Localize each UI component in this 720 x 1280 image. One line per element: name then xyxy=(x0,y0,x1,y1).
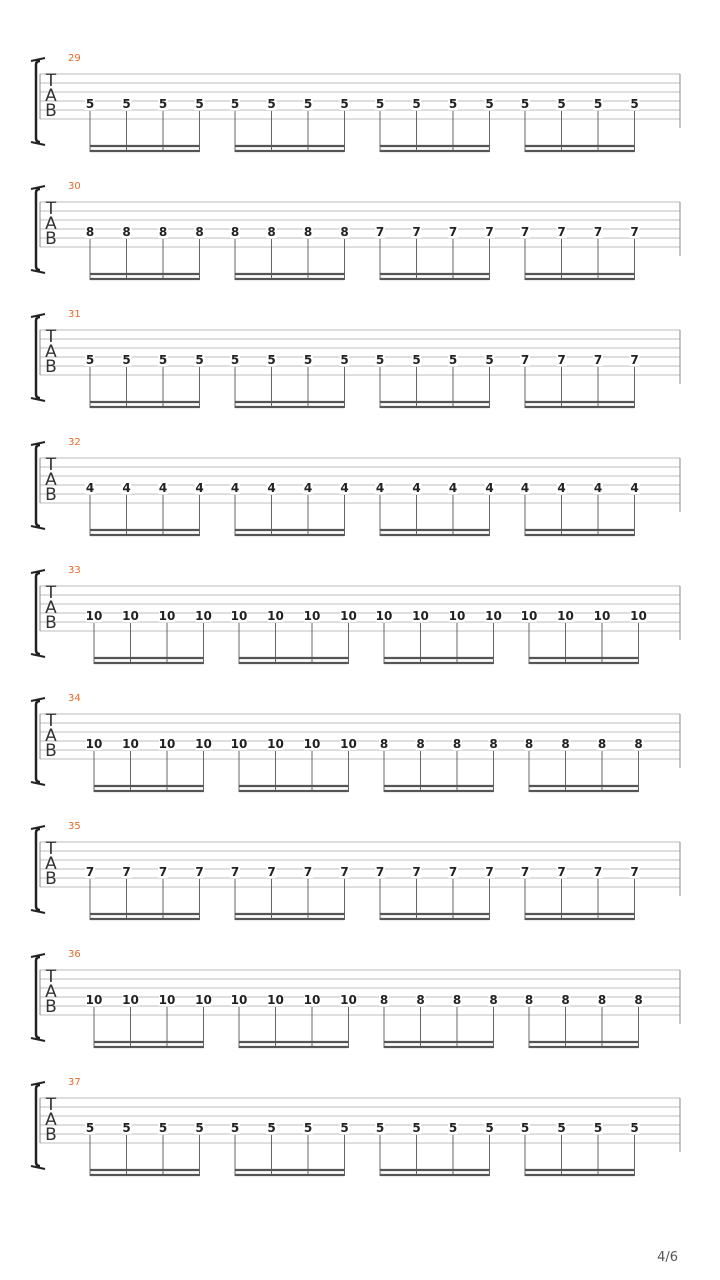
fret-number: 10 xyxy=(485,609,502,623)
tab-system-32 xyxy=(31,437,680,536)
system-bracket xyxy=(36,317,40,398)
fret-number: 4 xyxy=(375,481,385,495)
tab-system-37 xyxy=(31,1077,680,1176)
tab-clef-a: A xyxy=(45,1110,57,1130)
fret-number: 5 xyxy=(520,97,530,111)
fret-number: 8 xyxy=(195,225,204,239)
tab-clef-a: A xyxy=(45,342,57,362)
measure-number: 37 xyxy=(68,1077,81,1088)
fret-number: 5 xyxy=(448,97,458,111)
fret-number: 7 xyxy=(230,865,240,879)
fret-number: 5 xyxy=(122,353,131,367)
fret-number: 7 xyxy=(520,225,530,239)
fret-number: 5 xyxy=(158,353,168,367)
tab-clef-b: B xyxy=(45,997,57,1017)
fret-number: 5 xyxy=(158,1121,168,1135)
measure-number: 29 xyxy=(68,53,81,64)
fret-number: 10 xyxy=(448,609,466,623)
fret-number: 4 xyxy=(267,481,276,495)
fret-number: 4 xyxy=(557,481,566,495)
fret-number: 4 xyxy=(340,481,349,495)
tab-clef-t: T xyxy=(45,711,57,731)
fret-number: 8 xyxy=(561,737,570,751)
fret-number: 7 xyxy=(448,225,458,239)
tab-system-29 xyxy=(31,53,680,152)
fret-number: 5 xyxy=(593,97,603,111)
fret-number: 5 xyxy=(267,353,276,367)
fret-number: 10 xyxy=(85,993,103,1007)
fret-number: 5 xyxy=(340,353,349,367)
fret-number: 10 xyxy=(230,993,248,1007)
fret-number: 5 xyxy=(195,97,204,111)
fret-number: 7 xyxy=(593,865,603,879)
fret-number: 5 xyxy=(412,353,421,367)
tab-system-35 xyxy=(31,821,680,920)
fret-number: 5 xyxy=(557,97,566,111)
tab-clef-b: B xyxy=(45,229,57,249)
fret-number: 8 xyxy=(230,225,240,239)
fret-number: 5 xyxy=(412,97,421,111)
fret-number: 8 xyxy=(416,993,425,1007)
fret-number: 8 xyxy=(416,737,425,751)
fret-number: 5 xyxy=(195,353,204,367)
system-bracket xyxy=(36,701,40,782)
fret-number: 5 xyxy=(230,97,240,111)
tab-clef-b: B xyxy=(45,869,57,889)
fret-number: 7 xyxy=(485,225,494,239)
system-bracket xyxy=(36,61,40,142)
tab-system-36 xyxy=(31,949,680,1048)
fret-number: 7 xyxy=(303,865,313,879)
fret-number: 5 xyxy=(375,97,385,111)
tab-clef-t: T xyxy=(45,583,57,603)
system-bracket xyxy=(36,189,40,270)
fret-number: 8 xyxy=(379,737,389,751)
fret-number: 7 xyxy=(630,225,639,239)
measure-number: 36 xyxy=(68,949,81,960)
fret-number: 8 xyxy=(452,737,462,751)
tab-clef-t: T xyxy=(45,839,57,859)
fret-number: 8 xyxy=(267,225,276,239)
fret-number: 10 xyxy=(267,609,284,623)
fret-number: 8 xyxy=(489,993,498,1007)
fret-number: 7 xyxy=(630,865,639,879)
tab-clef-a: A xyxy=(45,470,57,490)
fret-number: 10 xyxy=(195,609,212,623)
tab-clef-a: A xyxy=(45,854,57,874)
fret-number: 7 xyxy=(158,865,168,879)
fret-number: 5 xyxy=(375,1121,385,1135)
measure-number: 30 xyxy=(68,181,81,192)
tab-system-31 xyxy=(31,309,680,408)
fret-number: 8 xyxy=(379,993,389,1007)
fret-number: 7 xyxy=(593,353,603,367)
tab-clef-b: B xyxy=(45,357,57,377)
fret-number: 5 xyxy=(485,97,494,111)
fret-number: 5 xyxy=(267,1121,276,1135)
fret-number: 10 xyxy=(412,609,429,623)
tab-clef-a: A xyxy=(45,214,57,234)
system-bracket xyxy=(36,957,40,1038)
tab-clef-a: A xyxy=(45,982,57,1002)
fret-number: 5 xyxy=(267,97,276,111)
fret-number: 4 xyxy=(593,481,603,495)
fret-number: 7 xyxy=(412,865,421,879)
fret-number: 10 xyxy=(158,737,176,751)
fret-number: 10 xyxy=(557,609,574,623)
system-bracket xyxy=(36,573,40,654)
fret-number: 5 xyxy=(122,1121,131,1135)
fret-number: 8 xyxy=(634,737,643,751)
tab-clef-a: A xyxy=(45,86,57,106)
fret-number: 5 xyxy=(557,1121,566,1135)
fret-number: 7 xyxy=(375,865,385,879)
fret-number: 10 xyxy=(122,609,139,623)
tab-clef-t: T xyxy=(45,71,57,91)
fret-number: 5 xyxy=(85,97,95,111)
tab-clef-b: B xyxy=(45,741,57,761)
measure-number: 34 xyxy=(68,693,81,704)
fret-number: 8 xyxy=(524,993,534,1007)
fret-number: 8 xyxy=(452,993,462,1007)
fret-number: 10 xyxy=(230,737,248,751)
fret-number: 7 xyxy=(85,865,95,879)
fret-number: 7 xyxy=(520,353,530,367)
tab-clef-b: B xyxy=(45,485,57,505)
fret-number: 10 xyxy=(303,993,321,1007)
system-bracket xyxy=(36,829,40,910)
fret-number: 7 xyxy=(520,865,530,879)
fret-number: 10 xyxy=(158,993,176,1007)
fret-number: 5 xyxy=(448,1121,458,1135)
fret-number: 10 xyxy=(340,609,357,623)
tab-clef-t: T xyxy=(45,455,57,475)
fret-number: 10 xyxy=(158,609,176,623)
fret-number: 8 xyxy=(85,225,95,239)
fret-number: 7 xyxy=(448,865,458,879)
tab-clef-t: T xyxy=(45,1095,57,1115)
measure-number: 32 xyxy=(68,437,81,448)
fret-number: 10 xyxy=(230,609,248,623)
system-bracket xyxy=(36,445,40,526)
fret-number: 10 xyxy=(303,737,321,751)
measure-number: 31 xyxy=(68,309,81,320)
tab-system-33 xyxy=(31,565,680,664)
fret-number: 10 xyxy=(195,737,212,751)
fret-number: 8 xyxy=(122,225,131,239)
tab-system-30 xyxy=(31,181,680,280)
fret-number: 7 xyxy=(557,865,566,879)
fret-number: 10 xyxy=(303,609,321,623)
fret-number: 7 xyxy=(340,865,349,879)
fret-number: 5 xyxy=(303,97,313,111)
fret-number: 10 xyxy=(520,609,538,623)
fret-number: 8 xyxy=(158,225,168,239)
fret-number: 5 xyxy=(195,1121,204,1135)
fret-number: 4 xyxy=(158,481,168,495)
system-bracket xyxy=(36,1085,40,1166)
fret-number: 5 xyxy=(375,353,385,367)
fret-number: 8 xyxy=(489,737,498,751)
fret-number: 8 xyxy=(340,225,349,239)
fret-number: 5 xyxy=(630,97,639,111)
fret-number: 10 xyxy=(85,609,103,623)
fret-number: 7 xyxy=(122,865,131,879)
fret-number: 10 xyxy=(630,609,647,623)
fret-number: 4 xyxy=(630,481,639,495)
fret-number: 5 xyxy=(448,353,458,367)
measure-number: 33 xyxy=(68,565,81,576)
fret-number: 7 xyxy=(557,353,566,367)
tab-clef-b: B xyxy=(45,101,57,121)
fret-number: 7 xyxy=(593,225,603,239)
fret-number: 7 xyxy=(630,353,639,367)
tab-clef-a: A xyxy=(45,726,57,746)
fret-number: 5 xyxy=(85,353,95,367)
fret-number: 5 xyxy=(340,1121,349,1135)
fret-number: 10 xyxy=(340,737,357,751)
fret-number: 7 xyxy=(195,865,204,879)
fret-number: 7 xyxy=(557,225,566,239)
fret-number: 5 xyxy=(122,97,131,111)
fret-number: 5 xyxy=(630,1121,639,1135)
fret-number: 4 xyxy=(85,481,95,495)
tab-clef-t: T xyxy=(45,327,57,347)
tab-clef-a: A xyxy=(45,598,57,618)
fret-number: 5 xyxy=(520,1121,530,1135)
fret-number: 10 xyxy=(340,993,357,1007)
fret-number: 10 xyxy=(267,737,284,751)
tab-system-34 xyxy=(31,693,680,792)
fret-number: 8 xyxy=(634,993,643,1007)
fret-number: 5 xyxy=(158,97,168,111)
fret-number: 5 xyxy=(485,353,494,367)
fret-number: 5 xyxy=(593,1121,603,1135)
fret-number: 10 xyxy=(122,737,139,751)
fret-number: 5 xyxy=(340,97,349,111)
fret-number: 5 xyxy=(485,1121,494,1135)
fret-number: 10 xyxy=(195,993,212,1007)
fret-number: 4 xyxy=(448,481,458,495)
fret-number: 10 xyxy=(593,609,611,623)
fret-number: 4 xyxy=(230,481,240,495)
fret-number: 7 xyxy=(412,225,421,239)
fret-number: 8 xyxy=(303,225,313,239)
fret-number: 4 xyxy=(122,481,131,495)
fret-number: 4 xyxy=(520,481,530,495)
fret-number: 7 xyxy=(485,865,494,879)
fret-number: 5 xyxy=(303,1121,313,1135)
fret-number: 8 xyxy=(524,737,534,751)
fret-number: 8 xyxy=(597,993,607,1007)
fret-number: 10 xyxy=(375,609,393,623)
fret-number: 5 xyxy=(412,1121,421,1135)
fret-number: 7 xyxy=(267,865,276,879)
fret-number: 5 xyxy=(230,1121,240,1135)
fret-number: 10 xyxy=(122,993,139,1007)
fret-number: 8 xyxy=(561,993,570,1007)
fret-number: 5 xyxy=(85,1121,95,1135)
tab-clef-b: B xyxy=(45,1125,57,1145)
fret-number: 4 xyxy=(485,481,494,495)
fret-number: 4 xyxy=(195,481,204,495)
fret-number: 5 xyxy=(230,353,240,367)
fret-number: 4 xyxy=(303,481,313,495)
page-number: 4/6 xyxy=(657,1250,678,1265)
tab-clef-t: T xyxy=(45,967,57,987)
fret-number: 10 xyxy=(85,737,103,751)
tab-clef-t: T xyxy=(45,199,57,219)
fret-number: 4 xyxy=(412,481,421,495)
fret-number: 10 xyxy=(267,993,284,1007)
fret-number: 7 xyxy=(375,225,385,239)
fret-number: 8 xyxy=(597,737,607,751)
tab-clef-b: B xyxy=(45,613,57,633)
measure-number: 35 xyxy=(68,821,81,832)
fret-number: 5 xyxy=(303,353,313,367)
